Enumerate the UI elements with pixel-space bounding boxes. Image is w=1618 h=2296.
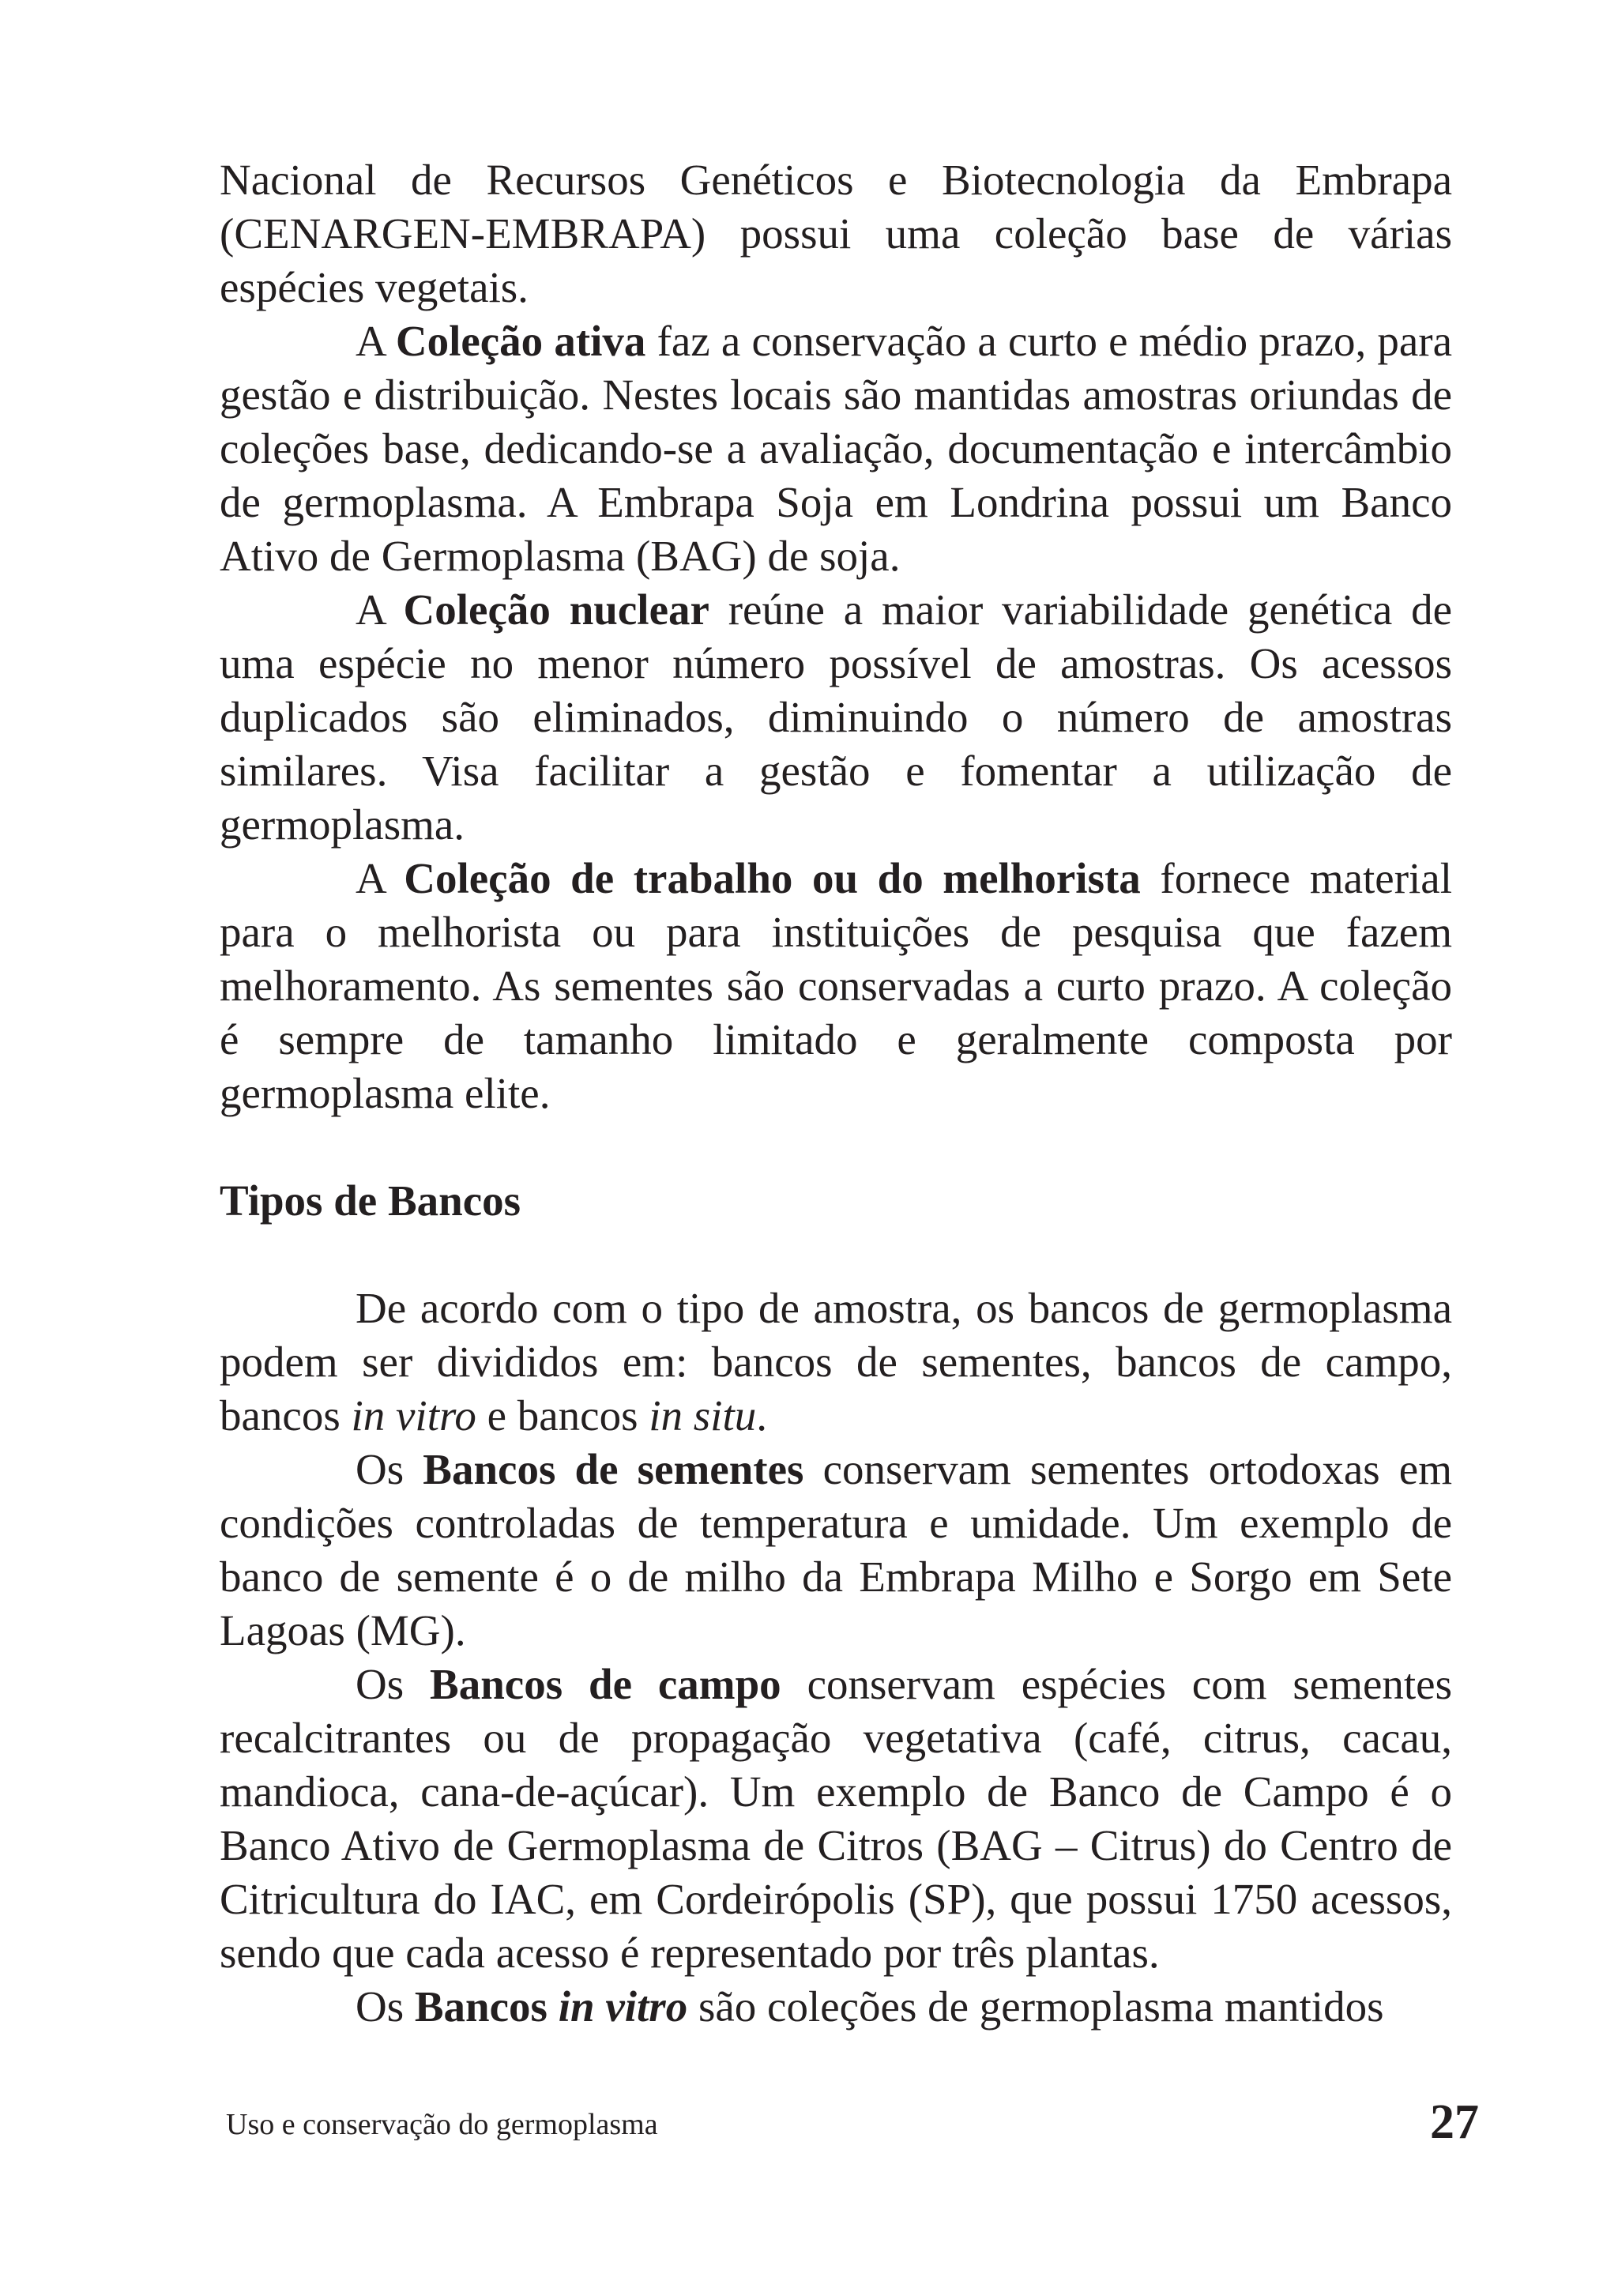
paragraph-text: De acordo com o tipo de amostra, os bancos de germoplasma podem ser divididos em: bancos de sementes, bancos de campo, bancos bbox=[220, 1284, 1452, 1440]
paragraph-tipos-bancos bbox=[220, 1282, 1452, 1443]
footer-title: Uso e conservação do germoplasma bbox=[226, 2108, 658, 2141]
paragraph-text: conservam espécies com sementes recalcitrantes ou de propagação vegetativa (café, citrus, cacau, mandioca, cana-de-açúcar). Um exemplo de Banco de Campo é o Banco Ativo de Germoplasma de Citros (BAG – Citrus) do Centro de Citricultura do IAC, em Cordeirópolis (SP), que possui 1750 acessos, sendo que cada acesso é representado por três plantas. bbox=[220, 1660, 1452, 1977]
paragraph-bancos-in-vitro bbox=[220, 1980, 1452, 2034]
term-in-vitro: in vitro bbox=[351, 1391, 476, 1440]
term-colecao-trabalho: Coleção de trabalho ou do melhorista bbox=[404, 854, 1141, 902]
paragraph-text: reúne a maior variabilidade genética de uma espécie no menor número possível de amostras. Os acessos duplicados são eliminados, diminuindo o número de amostras similares. Visa facilitar a gestão e fomentar a utilização de germoplasma. bbox=[220, 585, 1452, 849]
term-colecao-ativa: Coleção ativa bbox=[395, 317, 646, 365]
body-text bbox=[220, 153, 1452, 2034]
term-in-situ: in situ bbox=[649, 1391, 757, 1440]
paragraph-text: faz a conservação a curto e médio prazo, para gestão e distribuição. Nestes locais são mantidas amostras oriundas de coleções base, dedicando-se a avaliação, documentação e intercâmbio de germoplasma. A Embrapa Soja em Londrina possui um Banco Ativo de Germoplasma (BAG) de soja. bbox=[220, 317, 1452, 580]
term-bancos-sementes: Bancos de sementes bbox=[423, 1445, 804, 1493]
paragraph-colecao-trabalho bbox=[220, 852, 1452, 1120]
term-colecao-nuclear: Coleção nuclear bbox=[403, 585, 709, 634]
paragraph-text: são coleções de germoplasma mantidos bbox=[687, 1982, 1384, 2031]
paragraph-text: e bancos bbox=[476, 1391, 649, 1440]
paragraph-text: Os bbox=[356, 1660, 431, 1708]
paragraph-text: Os bbox=[356, 1445, 423, 1493]
page-number: 27 bbox=[1430, 2095, 1479, 2149]
paragraph-text: conservam sementes ortodoxas em condições controladas de temperatura e umidade. Um exemplo de banco de semente é o de milho da Embrapa Milho e Sorgo em Sete Lagoas (MG). bbox=[220, 1445, 1452, 1654]
section-heading: Tipos de Bancos bbox=[220, 1176, 521, 1225]
paragraph-cenargen bbox=[220, 153, 1452, 314]
paragraph-bancos-campo bbox=[220, 1658, 1452, 1980]
paragraph-colecao-nuclear bbox=[220, 583, 1452, 852]
paragraph-text: Nacional de Recursos Genéticos e Biotecnologia da Embrapa (CENARGEN-EMBRAPA) possui uma coleção base de várias espécies vegetais. bbox=[220, 156, 1452, 311]
paragraph-text: . bbox=[756, 1391, 767, 1440]
paragraph-text: Os bbox=[356, 1982, 415, 2031]
term-bancos: Bancos bbox=[414, 1982, 559, 2031]
paragraph-text: fornece material para o melhorista ou para instituições de pesquisa que fazem melhoramento. As sementes são conservadas a curto prazo. A coleção é sempre de tamanho limitado e geralmente composta por germoplasma elite. bbox=[220, 854, 1452, 1117]
paragraph-text: A bbox=[356, 585, 404, 634]
paragraph-text: A bbox=[356, 854, 404, 902]
paragraph-colecao-ativa bbox=[220, 314, 1452, 583]
term-in-vitro-bold: in vitro bbox=[558, 1982, 688, 2031]
paragraph-bancos-sementes bbox=[220, 1443, 1452, 1658]
term-bancos-campo: Bancos de campo bbox=[430, 1660, 781, 1708]
paragraph-text: A bbox=[356, 317, 396, 365]
